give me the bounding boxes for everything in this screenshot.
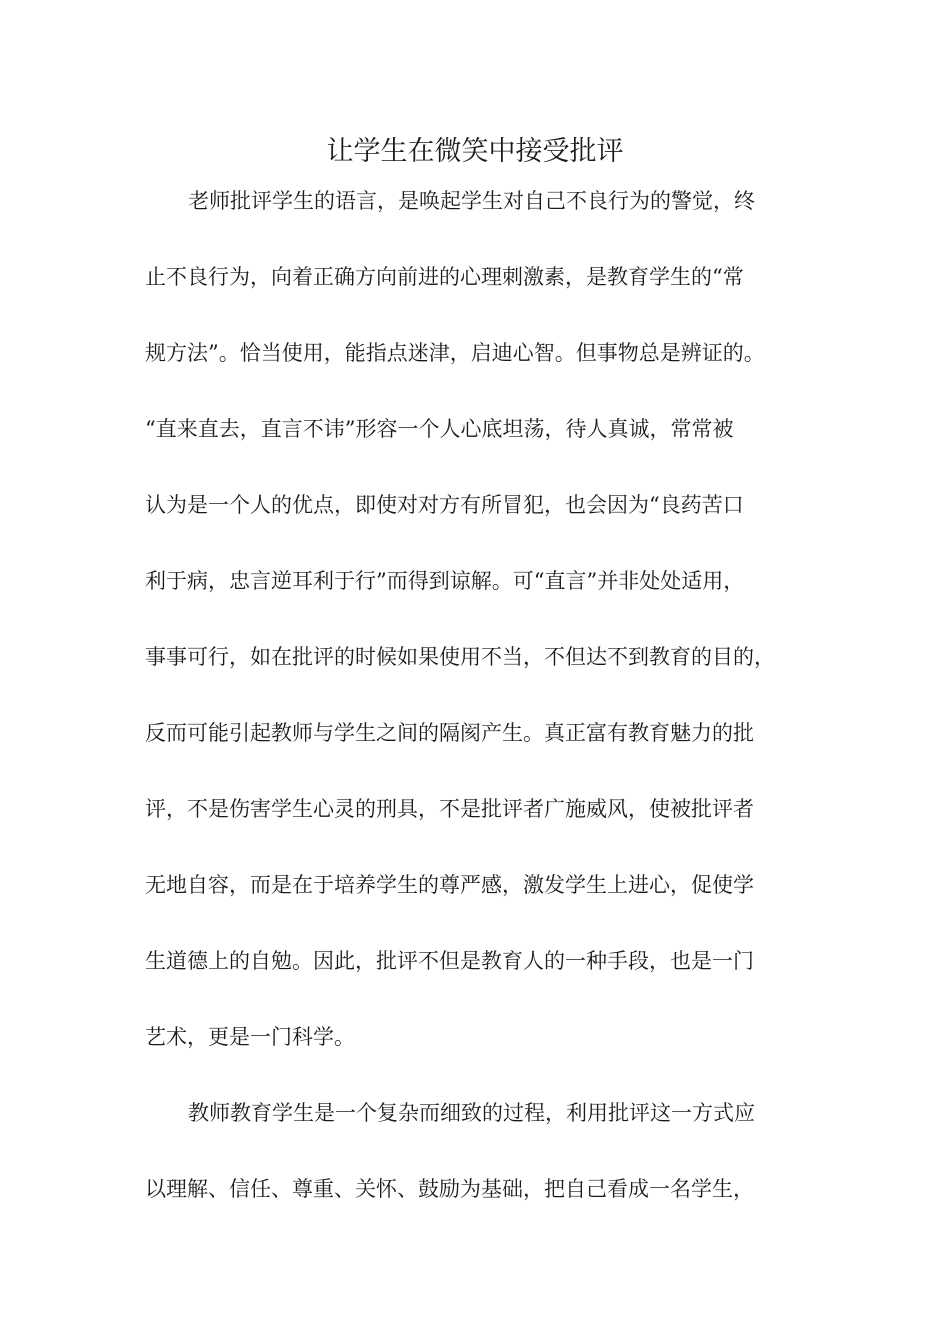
paragraph-1-line-8: 反而可能引起教师与学生之间的隔阂产生。真正富有教育魅力的批 [145, 721, 754, 745]
paragraph-2-line-1: 教师教育学生是一个复杂而细致的过程，利用批评这一方式应 [188, 1101, 755, 1125]
paragraph-1-line-3: 规方法”。恰当使用，能指点迷津，启迪心智。但事物总是辨证的。 [145, 341, 765, 365]
paragraph-1-line-11: 生道德上的自勉。因此，批评不但是教育人的一种手段，也是一门 [145, 949, 754, 973]
paragraph-1-line-4: “直来直去，直言不讳”形容一个人心底坦荡，待人真诚，常常被 [145, 417, 734, 441]
paragraph-1-line-5: 认为是一个人的优点，即使对对方有所冒犯，也会因为“良药苦口 [145, 493, 744, 517]
paragraph-1-line-9: 评，不是伤害学生心灵的刑具，不是批评者广施威风，使被批评者 [145, 797, 754, 821]
paragraph-1-line-6: 利于病，忠言逆耳利于行”而得到谅解。可“直言”并非处处适用， [145, 569, 745, 593]
paragraph-1-line-2: 止不良行为，向着正确方向前进的心理刺激素，是教育学生的“常 [145, 265, 744, 289]
paragraph-1-line-7: 事事可行，如在批评的时候如果使用不当，不但达不到教育的目的， [145, 645, 775, 669]
paragraph-2-line-2: 以理解、信任、尊重、关怀、鼓励为基础，把自己看成一名学生， [145, 1177, 754, 1201]
document-title: 让学生在微笑中接受批评 [326, 136, 624, 167]
paragraph-1-line-1: 老师批评学生的语言，是唤起学生对自己不良行为的警觉，终 [188, 189, 755, 213]
paragraph-1-line-10: 无地自容，而是在于培养学生的尊严感，激发学生上进心，促使学 [145, 873, 754, 897]
paragraph-1-line-12: 艺术，更是一门科学。 [145, 1025, 355, 1049]
